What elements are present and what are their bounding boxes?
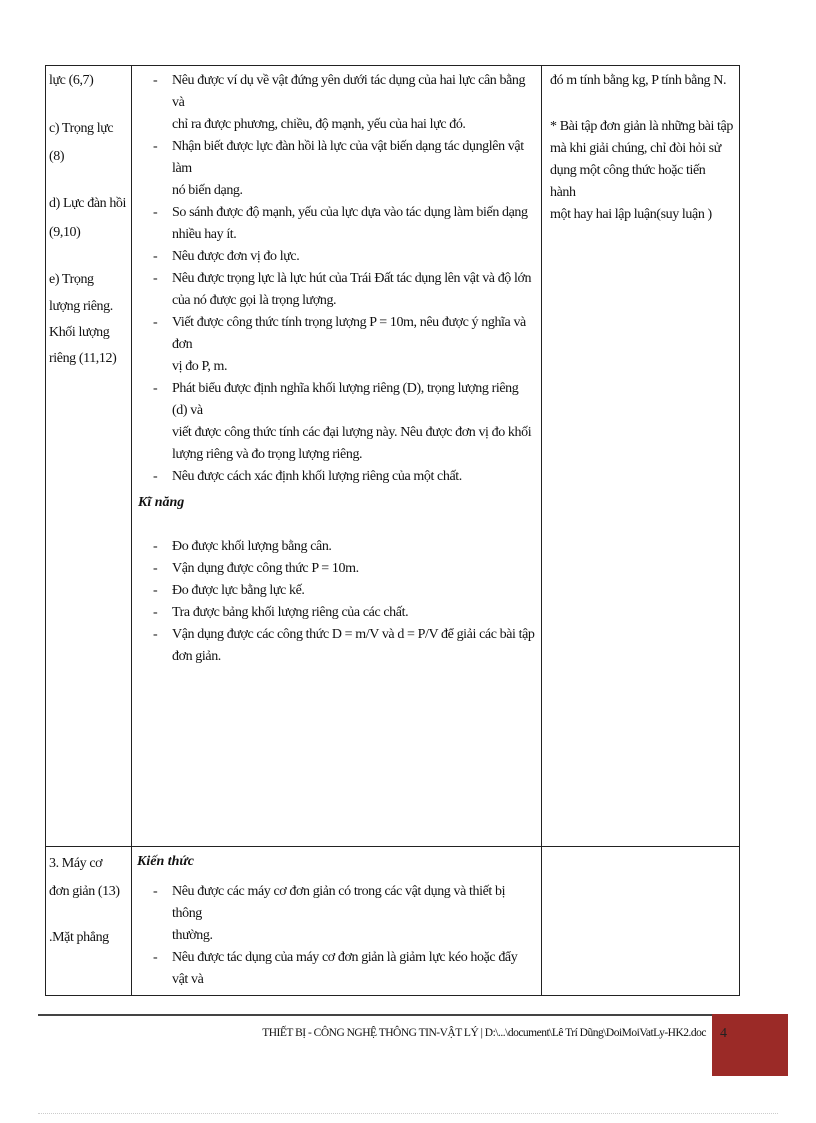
list-item: - Nêu được các máy cơ đơn giản có trong các vật dụng và thiết bị thông thường. (132, 881, 541, 947)
list-item: - Vận dụng được công thức P = 10m. (132, 558, 541, 580)
page-bottom-edge (38, 1113, 778, 1114)
table-row (46, 66, 739, 847)
note-line: đó m tính bằng kg, P tính bằng N. (550, 73, 727, 88)
footer-text: THIẾT BỊ - CÔNG NGHỆ THÔNG TIN-VẬT LÝ | D:\...\document\Lê Trí Dũng\DoiMoiVatLy-HK2.doc (262, 1027, 706, 1039)
content-table (45, 65, 740, 996)
topic-line: Khối lượng (49, 325, 110, 340)
topic-line: 3. Máy cơ (49, 856, 103, 871)
footer-divider (38, 1014, 713, 1016)
topic-line: (8) (49, 149, 65, 164)
note-line: dụng một công thức hoặc tiến hành (550, 163, 706, 200)
list-item: - Nêu được ví dụ về vật đứng yên dưới tác dụng của hai lực cân bằng và chỉ ra được phương, chiều, độ mạnh, yếu của hai lực đó. (132, 70, 541, 136)
list-item: - Phát biểu được định nghĩa khối lượng riêng (D), trọng lượng riêng (d) và viết được công thức tính các đại lượng này. Nêu được đơn vị đo khối lượng riêng và đo trọng lượng riêng. (132, 378, 541, 466)
topic-line: lực (6,7) (49, 73, 94, 88)
objectives-cell (132, 847, 542, 995)
topic-line: lượng riêng. (49, 299, 113, 314)
list-item: - Tra được bảng khối lượng riêng của các chất. (132, 602, 541, 624)
page-number: 4 (720, 1026, 727, 1041)
topic-line: đơn giản (13) (49, 884, 120, 899)
note-line: * Bài tập đơn giản là những bài tập (550, 119, 733, 134)
knowledge-list (132, 70, 541, 488)
list-item: - Viết được công thức tính trọng lượng P = 10m, nêu được ý nghĩa và đơn vị đo P, m. (132, 312, 541, 378)
list-item: - Vận dụng được các công thức D = m/V và d = P/V để giải các bài tập đơn giản. (132, 624, 541, 668)
list-item: - Nêu được đơn vị đo lực. (132, 246, 541, 268)
notes-cell (543, 66, 739, 846)
skills-list (132, 536, 541, 668)
list-item: - So sánh được độ mạnh, yếu của lực dựa vào tác dụng làm biến dạng nhiều hay ít. (132, 202, 541, 246)
list-item: - Đo được lực bằng lực kế. (132, 580, 541, 602)
list-item: - Nêu được cách xác định khối lượng riêng của một chất. (132, 466, 541, 488)
topic-line: e) Trọng (49, 272, 94, 287)
skills-heading: Kĩ năng (138, 495, 185, 510)
list-item: - Đo được khối lượng bằng cân. (132, 536, 541, 558)
topic-line: c) Trọng lực (49, 121, 114, 136)
knowledge-list (132, 881, 541, 991)
list-item: - Nhận biết được lực đàn hồi là lực của vật biến dạng tác dụnglên vật làm nó biến dạng. (132, 136, 541, 202)
table-row (46, 847, 739, 995)
knowledge-heading: Kiến thức (137, 854, 195, 869)
topic-line: riêng (11,12) (49, 351, 117, 366)
objectives-cell (132, 66, 542, 846)
list-item: - Nêu được trọng lực là lực hút của Trái Đất tác dụng lên vật và độ lớn của nó được gọi là trọng lượng. (132, 268, 541, 312)
topic-line: .Mặt phẳng (49, 930, 109, 945)
notes-cell (543, 847, 739, 995)
note-line: một hay hai lập luận(suy luận ) (550, 207, 712, 222)
note-line: mà khi giải chúng, chỉ đòi hỏi sử (550, 141, 721, 156)
topic-cell (46, 66, 132, 846)
topic-cell (46, 847, 132, 995)
topic-line: (9,10) (49, 225, 81, 240)
page-number-box (712, 1014, 788, 1076)
list-item: - Nêu được tác dụng của máy cơ đơn giản là giảm lực kéo hoặc đẩy vật và (132, 947, 541, 991)
topic-line: d) Lực đàn hồi (49, 196, 127, 211)
